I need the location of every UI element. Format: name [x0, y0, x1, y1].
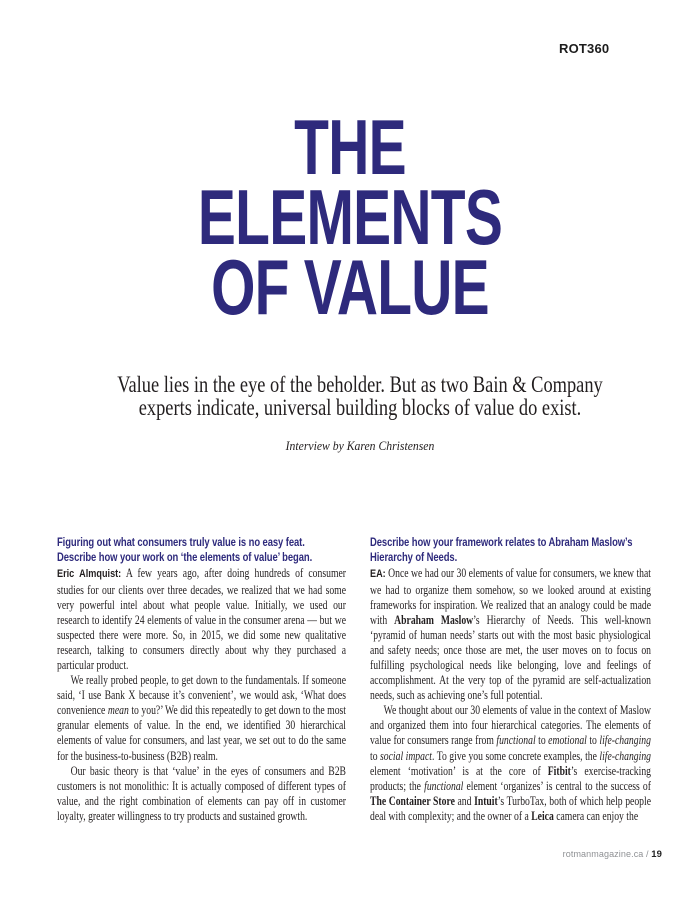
text-segment: to [370, 748, 381, 763]
title-line-2: ELEMENTS [197, 173, 503, 261]
text-segment: Fitbit [547, 763, 571, 778]
deck [80, 374, 640, 419]
text-segment: ’s TurboTax, both of which help people deal with complexity; and the owner of a [370, 793, 651, 823]
body-paragraph [57, 673, 346, 764]
text-segment: camera can enjoy the [553, 808, 639, 823]
title-line-1: THE [294, 103, 406, 191]
text-segment: . To give you some concrete examples, the [431, 748, 600, 763]
footer-site: rotmanmagazine.ca / [562, 849, 649, 859]
footer-page-number: 19 [651, 849, 662, 860]
deck-line-2: experts indicate, universal building blocks of value do exist. [138, 394, 582, 420]
text-segment: Leica [531, 808, 554, 823]
question-heading-right: Describe how your framework relates to Abraham Maslow’s Hierarchy of Needs. [370, 535, 633, 565]
left-column-content [57, 535, 346, 824]
text-segment: The Container Store [370, 793, 455, 808]
text-segment: to [586, 733, 600, 748]
article-title [0, 103, 700, 331]
question-heading-left: Figuring out what consumers truly value is no easy feat. Describe how your work on ‘the elements of value’ began. [57, 535, 313, 565]
right-column [370, 535, 651, 824]
text-segment: life-changing [599, 733, 651, 748]
text-segment: life-changing [599, 748, 651, 763]
page-footer [563, 849, 662, 860]
text-segment: Our basic theory is that ‘value’ in the eyes of consumers and B2B customers is not monolithic: It is actually composed of different types of value, and the right combination of elements can pay off in customer loyalty, greater willingness to try products and sustained growth. [57, 763, 346, 823]
text-segment: to you?’ We did this repeatedly to get down to the most granular elements of value. In the end, we identified 30 hierarchical elements of value for consumers, and last year, we set out to do the same for the business-to-business (B2B) realm. [57, 703, 346, 763]
text-segment: Eric Almquist: [57, 568, 122, 581]
body-paragraph [57, 764, 346, 824]
text-segment: Abraham Maslow [394, 612, 474, 627]
text-segment: social impact [380, 748, 432, 763]
text-segment: functional [496, 733, 536, 748]
left-column-paragraphs [57, 566, 346, 824]
text-segment: A few years ago, after doing hundreds of consumer studies for our clients over three decades, we realized that we had some very powerful intel about what people value. Initially, we used our research to identify 24 elements of value in the consumer arena — but we suspected there were more. So, in 2015, we did some new qualitative research, talking to consumers directly about why they purchased a particular product. [57, 566, 346, 672]
text-segment: element ‘organizes’ is central to the success of [463, 778, 651, 793]
right-column-content [370, 535, 651, 824]
right-column-paragraphs [370, 566, 651, 824]
body-paragraph [370, 566, 651, 703]
text-segment: ’s Hierarchy of Needs. This well-known ‘pyramid of human needs’ starts out with the most basic physiological and safety needs; once those are met, the user moves on to focus on fulfilling psychological needs like belonging, love and feelings of accomplishment. At the very top of the pyramid are self-actualization needs, such as achieving one’s full potential. [370, 612, 651, 703]
masthead-logo: ROT360 [559, 41, 610, 56]
deck-line-1: Value lies in the eye of the beholder. But as two Bain & Company [117, 372, 603, 397]
title-line-3: OF VALUE [211, 243, 489, 331]
text-segment: mean [107, 703, 129, 718]
body-paragraph [370, 703, 651, 824]
text-segment: Once we had our 30 elements of value for consumers, we knew that we had to organize them somehow, so we looked around at existing frameworks for inspiration. We realized that an analogy could be made with [370, 566, 651, 627]
text-segment: ’s exercise-tracking products; the [370, 763, 651, 793]
text-segment: EA: [370, 568, 386, 581]
text-segment: functional [424, 778, 464, 793]
text-segment: element ‘motivation’ is at the core of [370, 763, 548, 778]
text-segment: emotional [548, 733, 587, 748]
text-segment: to [535, 733, 549, 748]
text-segment: and [454, 793, 475, 808]
left-column [57, 535, 346, 824]
text-segment: We really probed people, to get down to the fundamentals. If someone said, ‘I use Bank X because it’s convenient’, we would ask, ‘What does convenience [57, 673, 346, 718]
body-paragraph [57, 566, 346, 673]
byline: Interview by Karen Christensen [285, 438, 435, 453]
text-segment: We thought about our 30 elements of value in the context of Maslow and organized them into four hierarchical categories. The elements of value for consumers range from [370, 703, 651, 748]
text-segment: Intuit [474, 793, 498, 808]
